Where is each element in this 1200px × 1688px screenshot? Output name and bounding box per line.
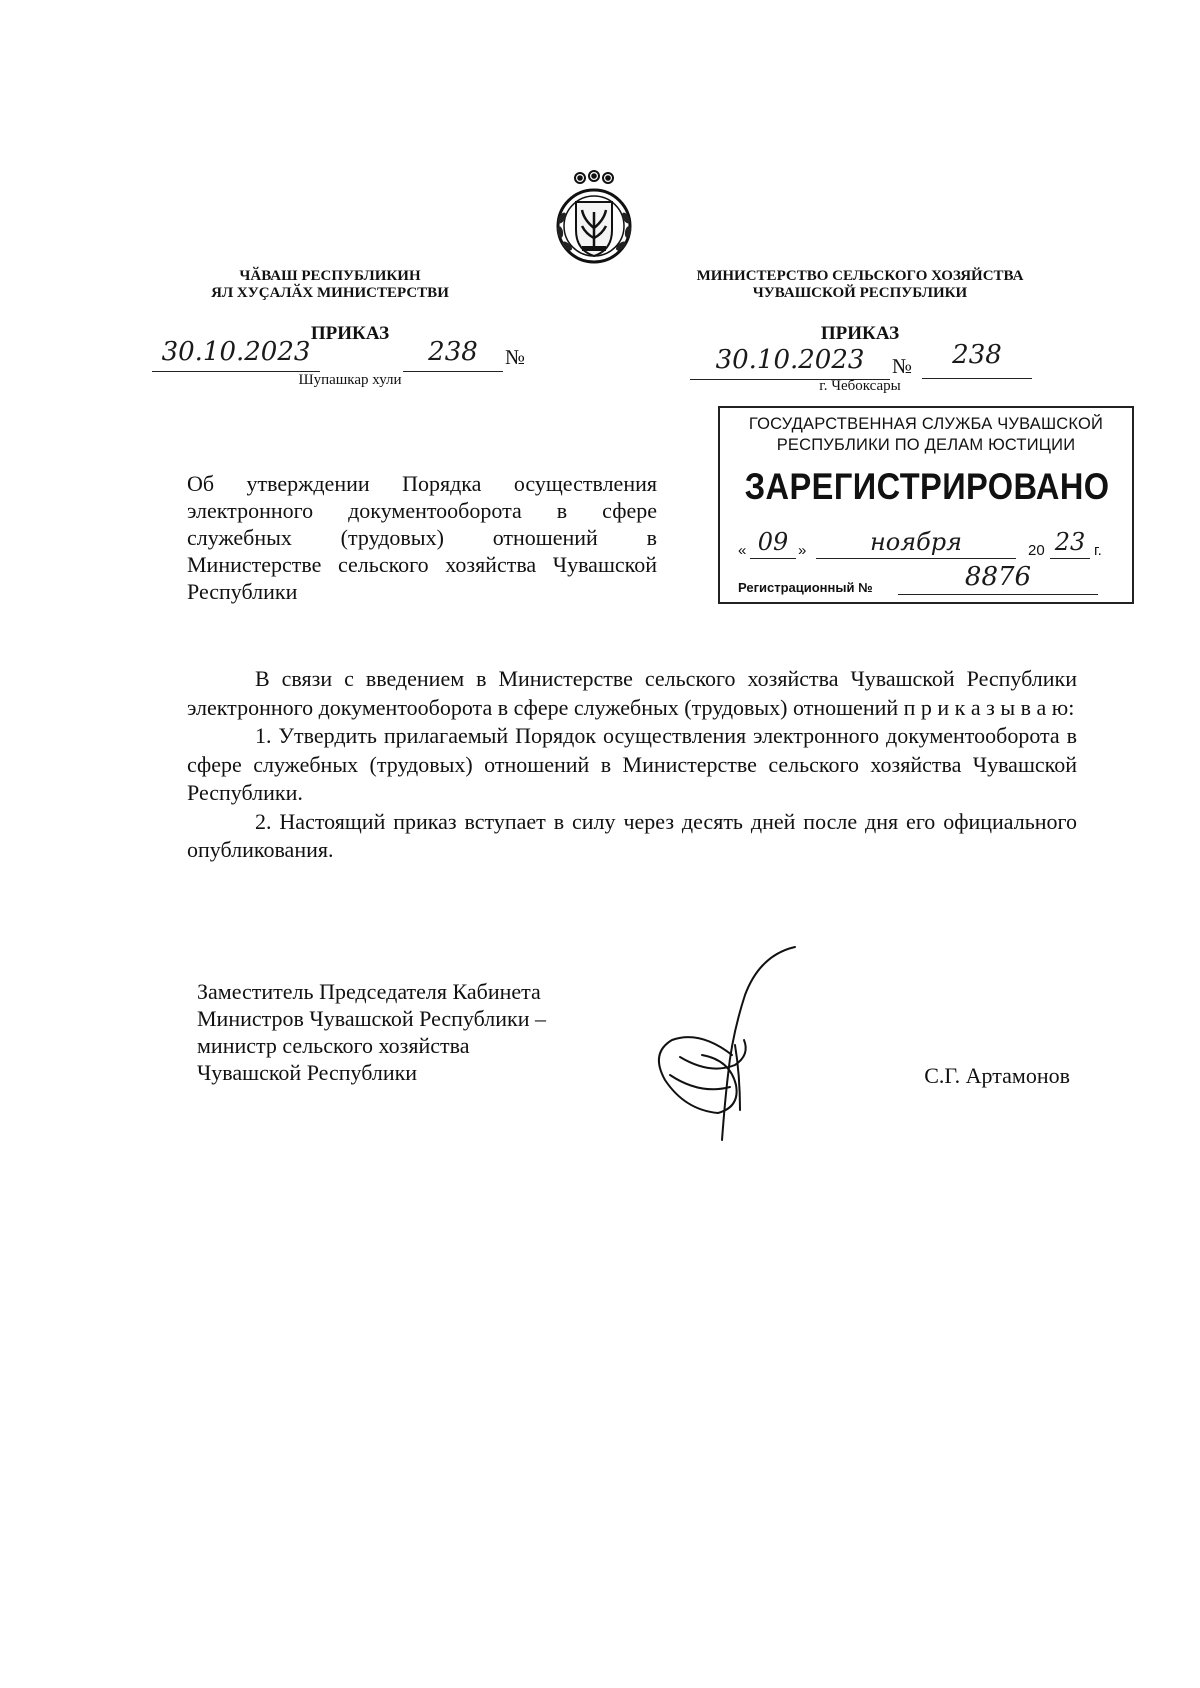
stamp-quote-open: « (738, 542, 747, 559)
position-line-3: министр сельского хозяйства (197, 1033, 470, 1058)
signatory-position (197, 978, 617, 1086)
right-city: г. Чебоксары (819, 378, 901, 394)
position-line-4: Чувашской Республики (197, 1060, 418, 1085)
stamp-reg-row (738, 562, 1118, 598)
order-body (187, 665, 1077, 865)
right-number-sign: № (892, 354, 913, 378)
left-order-date: 30.10.2023 (152, 337, 320, 372)
stamp-org-line-1: ГОСУДАРСТВЕННАЯ СЛУЖБА ЧУВАШСКОЙ (748, 415, 1104, 433)
order-subject: Об утверждении Порядка осуществления электронного документооборота в сфере служебных (трудовых) отношений в Министерстве сельского хозяйства Чувашской Республики (187, 471, 657, 604)
right-ministry-line-1: МИНИСТЕРСТВО СЕЛЬСКОГО ХОЗЯЙСТВА (696, 268, 1024, 284)
left-number-sign: № (505, 345, 526, 369)
stamp-date-row (738, 528, 1118, 562)
left-ministry-line-2: ЯЛ ХУҪАЛӐХ МИНИСТЕРСТВИ (211, 285, 449, 301)
left-city: Шупашкар хули (298, 372, 402, 388)
stamp-reg-label: Регистрационный № (738, 580, 873, 595)
stamp-reg-number: 8876 (898, 562, 1098, 595)
stamp-month: ноября (816, 528, 1016, 559)
position-line-1: Заместитель Председателя Кабинета (197, 979, 541, 1004)
body-item-2: 2. Настоящий приказ вступает в силу через десять дней после дня его официального опубликования. (187, 808, 1077, 862)
stamp-org-line-2: РЕСПУБЛИКИ ПО ДЕЛАМ ЮСТИЦИИ (776, 436, 1076, 454)
left-order-number: 238 (403, 337, 503, 372)
coat-of-arms-emblem (540, 168, 648, 268)
left-ministry-header (180, 268, 480, 302)
right-prikaz-title: ПРИКАЗ (820, 323, 900, 344)
left-prikaz-title: ПРИКАЗ (310, 323, 390, 344)
right-order-date: 30.10.2023 (690, 345, 890, 380)
left-ministry-line-1: ЧӐВАШ РЕСПУБЛИКИН (239, 268, 421, 284)
stamp-year-prefix: 20 (1028, 542, 1045, 559)
stamp-quote-close: » (798, 542, 807, 559)
stamp-day: 09 (750, 528, 796, 559)
registration-stamp (718, 406, 1134, 604)
right-order-number: 238 (922, 340, 1032, 379)
signatory-name: С.Г. Артамонов (924, 1063, 1070, 1088)
right-ministry-line-2: ЧУВАШСКОЙ РЕСПУБЛИКИ (752, 285, 968, 301)
stamp-year-unit: г. (1094, 542, 1102, 559)
position-line-2: Министров Чувашской Республики – (197, 1006, 546, 1031)
body-item-1: 1. Утвердить прилагаемый Порядок осуществления электронного документооборота в сфере служебных (трудовых) отношений в Министерстве сельского хозяйства Чувашской Республики. (187, 723, 1077, 805)
stamp-registered-title: ЗАРЕГИСТРИРОВАНО (744, 466, 1110, 507)
stamp-year-suffix: 23 (1050, 528, 1090, 559)
handwritten-signature (640, 935, 810, 1145)
body-intro: В связи с введением в Министерстве сельского хозяйства Чувашской Республики электронного документооборота в сфере служебных (трудовых) отношений п р и к а з ы в а ю: (187, 666, 1077, 720)
right-ministry-header (680, 268, 1040, 302)
